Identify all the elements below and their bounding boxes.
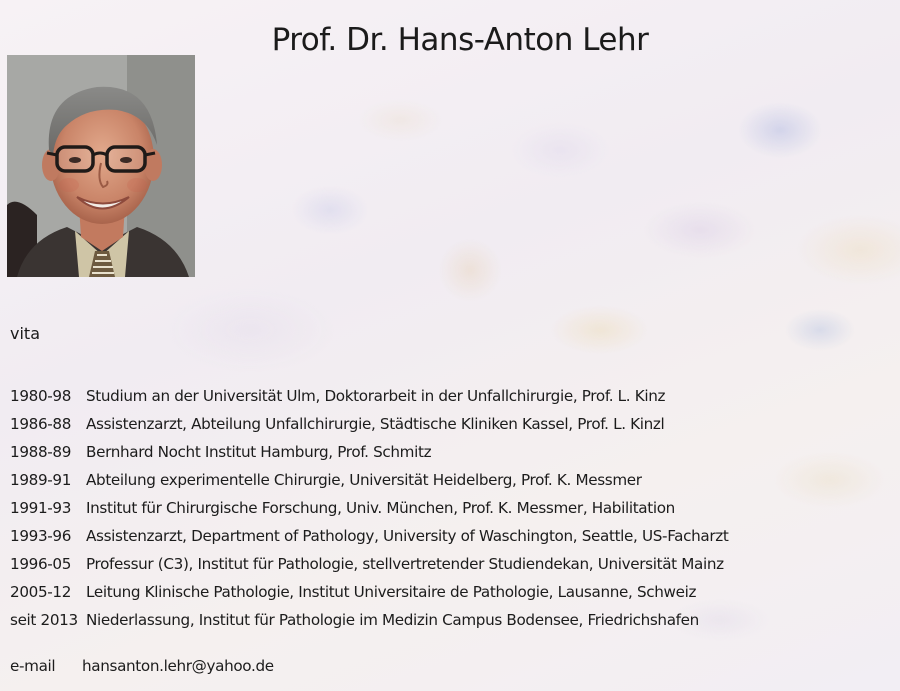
page-title: Prof. Dr. Hans-Anton Lehr: [271, 22, 649, 58]
vita-description: Assistenzarzt, Abteilung Unfallchirurgie, Städtische Kliniken Kassel, Prof. L. Kinzl: [86, 415, 665, 433]
vita-description: Assistenzarzt, Department of Pathology, University of Waschington, Seattle, US-Facharzt: [86, 527, 729, 545]
vita-years: 1996-05: [10, 555, 72, 573]
vita-description: Leitung Klinische Pathologie, Institut Universitaire de Pathologie, Lausanne, Schweiz: [86, 583, 697, 601]
email-link[interactable]: hansanton.lehr@yahoo.de: [82, 657, 274, 675]
vita-years: 1988-89: [10, 443, 72, 461]
vita-description: Institut für Chirurgische Forschung, Univ. München, Prof. K. Messmer, Habilitation: [86, 499, 675, 517]
vita-description: Studium an der Universität Ulm, Doktorarbeit in der Unfallchirurgie, Prof. L. Kinz: [86, 387, 666, 405]
vita-years: seit 2013: [10, 611, 78, 629]
vita-entry: [10, 551, 729, 579]
vita-years: 1980-98: [10, 387, 72, 405]
vita-entry: [10, 523, 729, 551]
vita-entry: [10, 579, 729, 607]
person-photo-icon: [7, 55, 195, 277]
contact-line: [10, 657, 274, 675]
email-label: e-mail: [10, 657, 56, 675]
vita-years: 1986-88: [10, 415, 72, 433]
vita-heading: vita: [10, 324, 40, 343]
vita-entry: [10, 383, 729, 411]
vita-entry: [10, 439, 729, 467]
vita-entry: [10, 467, 729, 495]
vita-years: 1993-96: [10, 527, 72, 545]
portrait-photo: [7, 55, 195, 277]
vita-entry: [10, 495, 729, 523]
vita-description: Bernhard Nocht Institut Hamburg, Prof. Schmitz: [86, 443, 432, 461]
vita-description: Niederlassung, Institut für Pathologie im Medizin Campus Bodensee, Friedrichshafen: [86, 611, 699, 629]
vita-years: 2005-12: [10, 583, 72, 601]
vita-list: [10, 383, 729, 635]
vita-entry: [10, 607, 729, 635]
vita-years: 1989-91: [10, 471, 72, 489]
vita-entry: [10, 411, 729, 439]
vita-years: 1991-93: [10, 499, 72, 517]
vita-description: Abteilung experimentelle Chirurgie, Universität Heidelberg, Prof. K. Messmer: [86, 471, 642, 489]
vita-description: Professur (C3), Institut für Pathologie, stellvertretender Studiendekan, Universität Mainz: [86, 555, 724, 573]
